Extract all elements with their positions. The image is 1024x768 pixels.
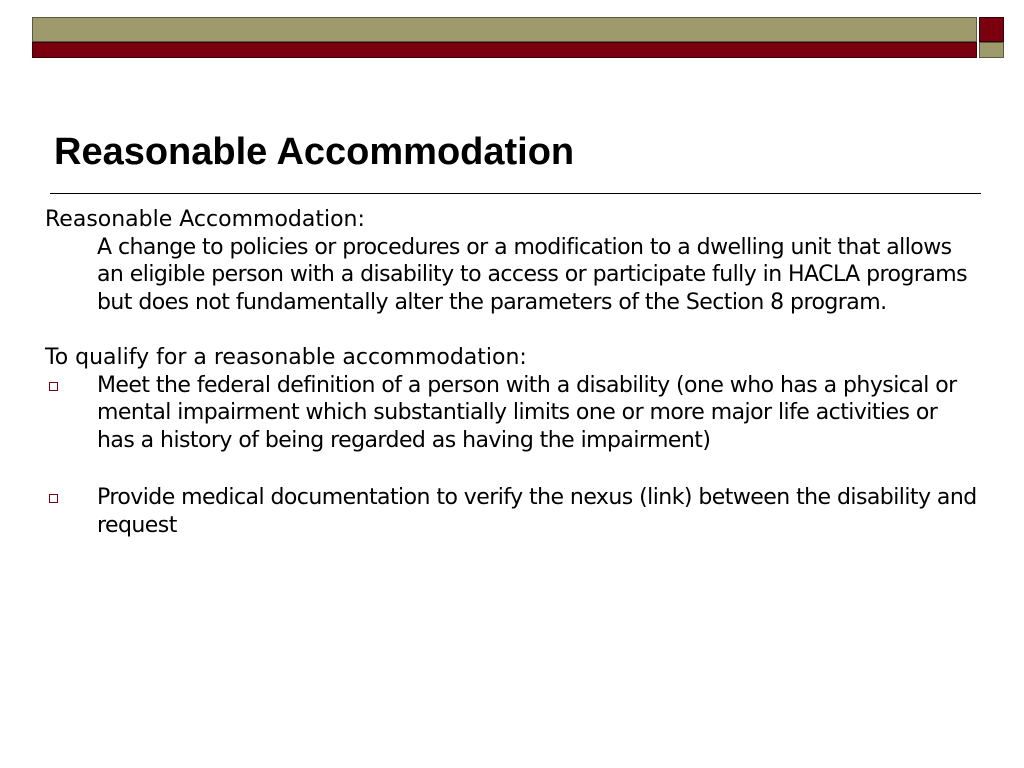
list-item-text: Meet the federal definition of a person with a disability (one who has a physical or mental impairment which substantially limits one or more major life activities or has a history of being regarded as having the impairment) <box>97 372 957 453</box>
title-divider <box>50 193 981 194</box>
spacer <box>45 454 980 484</box>
section-heading-definition: Reasonable Accommodation: <box>45 207 365 232</box>
list-item-text: Provide medical documentation to verify the nexus (link) between the disability and request <box>97 485 977 538</box>
spacer <box>45 316 980 344</box>
section-heading-qualify: To qualify for a reasonable accommodation: <box>45 345 527 370</box>
list-item <box>45 372 980 455</box>
hollow-square-bullet-icon <box>49 494 58 503</box>
header-maroon-square <box>979 17 1004 42</box>
slide-title: Reasonable Accommodation <box>54 131 575 173</box>
header-olive-bar <box>32 17 977 42</box>
header-maroon-bar <box>32 42 977 58</box>
hollow-square-bullet-icon <box>49 382 58 391</box>
definition-text: A change to policies or procedures or a modification to a dwelling unit that allows an eligible person with a disability to access or participate fully in HACLA programs but does not fundamentally alter the parameters of the Section 8 program. <box>97 234 968 315</box>
slide-body <box>45 206 980 539</box>
header-olive-square <box>979 42 1004 58</box>
list-item <box>45 484 980 539</box>
